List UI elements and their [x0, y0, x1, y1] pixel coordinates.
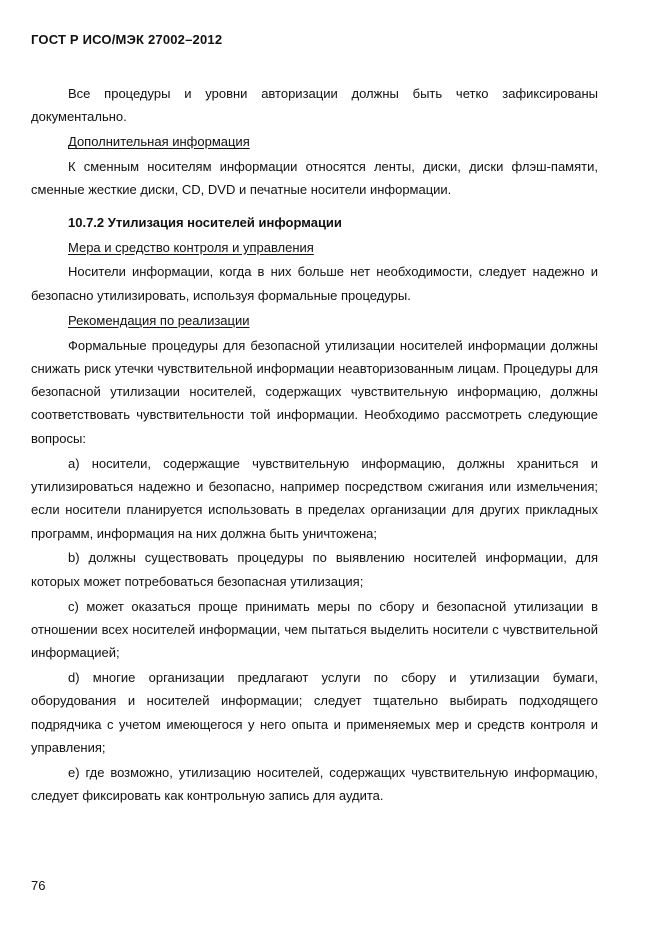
list-item-c: c) может оказаться проще принимать меры по сбору и безопасной утилизации в отношении всех носителей информации, чем пытаться выделить носители с чувствительной информацией;: [31, 598, 598, 661]
list-item-a: a) носители, содержащие чувствительную информацию, должны храниться и утилизироваться надежно и безопасно, например посредством сжигания или измельчения; если носители планируется использовать в пределах организации для других прикладных программ, информация на них должна быть уничтожена;: [31, 455, 598, 541]
paragraph-control: Носители информации, когда в них больше нет необходимости, следует надежно и безопасно утилизировать, используя формальные процедуры.: [31, 264, 598, 303]
additional-info-label: [31, 130, 598, 153]
list-item-d: d) многие организации предлагают услуги по сбору и утилизации бумаги, оборудования и носителей информации; следует тщательно выбирать подходящего подрядчика с учетом имеющегося у него опыта и применяемых мер и средств контроля и управления;: [31, 670, 598, 755]
additional-info-label-text: Дополнительная информация: [68, 134, 250, 150]
paragraph-guidance: Формальные процедуры для безопасной утилизации носителей информации должны снижать риск утечки чувствительной информации неавторизованным лицам. Процедуры для безопасной утилизации носителей, содержащих чувствительную информацию, должны соответствовать чувствительности той информации. Необходимо рассмотреть следующие вопросы:: [31, 337, 598, 446]
list-item-e: e) где возможно, утилизацию носителей, содержащих чувствительную информацию, следует фиксировать как контрольную запись для аудита.: [31, 764, 598, 804]
paragraph-removable-media: К сменным носителям информации относятся ленты, диски, диски флэш-памяти, сменные жесткие диски, CD, DVD и печатные носители информации.: [31, 159, 598, 198]
list-item-b: b) должны существовать процедуры по выявлению носителей информации, для которых может потребоваться безопасная утилизация;: [31, 550, 598, 589]
document-body: [31, 82, 598, 809]
page-number: 76: [31, 878, 46, 893]
guidance-label: [31, 309, 598, 332]
document-header: ГОСТ Р ИСО/МЭК 27002–2012: [31, 32, 223, 47]
control-label-text: Мера и средство контроля и управления: [68, 239, 314, 255]
paragraph-authorization: Все процедуры и уровни авторизации должны быть четко зафиксированы документально.: [31, 86, 598, 125]
control-label: [31, 236, 598, 259]
guidance-label-text: Рекомендация по реализации: [68, 312, 250, 328]
section-heading: 10.7.2 Утилизация носителей информации: [68, 214, 342, 230]
